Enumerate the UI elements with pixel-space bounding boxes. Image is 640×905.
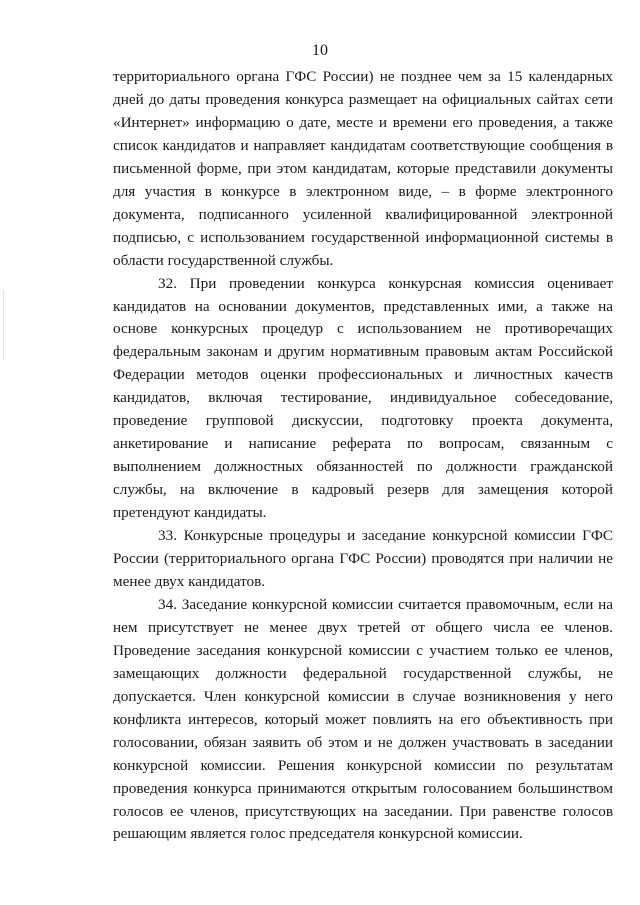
scan-edge-mark <box>3 290 4 360</box>
document-body <box>113 66 613 846</box>
paragraph-33: 33. Конкурсные процедуры и заседание конкурсной комиссии ГФС России (территориального органа ГФС России) проводятся при наличии не менее двух кандидатов. <box>113 527 613 590</box>
paragraph-continuation: территориального органа ГФС России) не позднее чем за 15 календарных дней до даты проведения конкурса размещает на официальных сайтах сети «Интернет» информацию о дате, месте и времени его проведения, а также список кандидатов и направляет кандидатам соответствующие сообщения в письменной форме, при этом кандидатам, которые представили документы для участия в конкурсе в электронном виде, – в форме электронного документа, подписанного усиленной квалифицированной электронной подписью, с использованием государственной информационной системы в области государственной службы. <box>113 68 613 269</box>
paragraph-32: 32. При проведении конкурса конкурсная комиссия оценивает кандидатов на основании документов, представленных ими, а также на основе конкурсных процедур с использованием не противоречащих федеральным законам и другим нормативным правовым актам Российской Федерации методов оценки профессиональных и личностных качеств кандидатов, включая тестирование, индивидуальное собеседование, проведение групповой дискуссии, подготовку проекта документа, анкетирование и написание реферата по вопросам, связанным с выполнением должностных обязанностей по должности гражданской службы, на включение в кадровый резерв для замещения которой претендуют кандидаты. <box>113 274 613 522</box>
page-number: 10 <box>312 42 328 59</box>
paragraph-34: 34. Заседание конкурсной комиссии считается правомочным, если на нем присутствует не менее двух третей от общего числа ее членов. Проведение заседания конкурсной комиссии с участием только ее членов, замещающих должности федеральной государственной службы, не допускается. Член конкурсной комиссии в случае возникновения у него конфликта интересов, который может повлиять на его объективность при голосовании, обязан заявить об этом и не должен участвовать в заседании конкурсной комиссии. Решения конкурсной комиссии по результатам проведения конкурса принимаются открытым голосованием большинством голосов ее членов, присутствующих на заседании. При равенстве голосов решающим является голос председателя конкурсной комиссии. <box>113 595 613 843</box>
